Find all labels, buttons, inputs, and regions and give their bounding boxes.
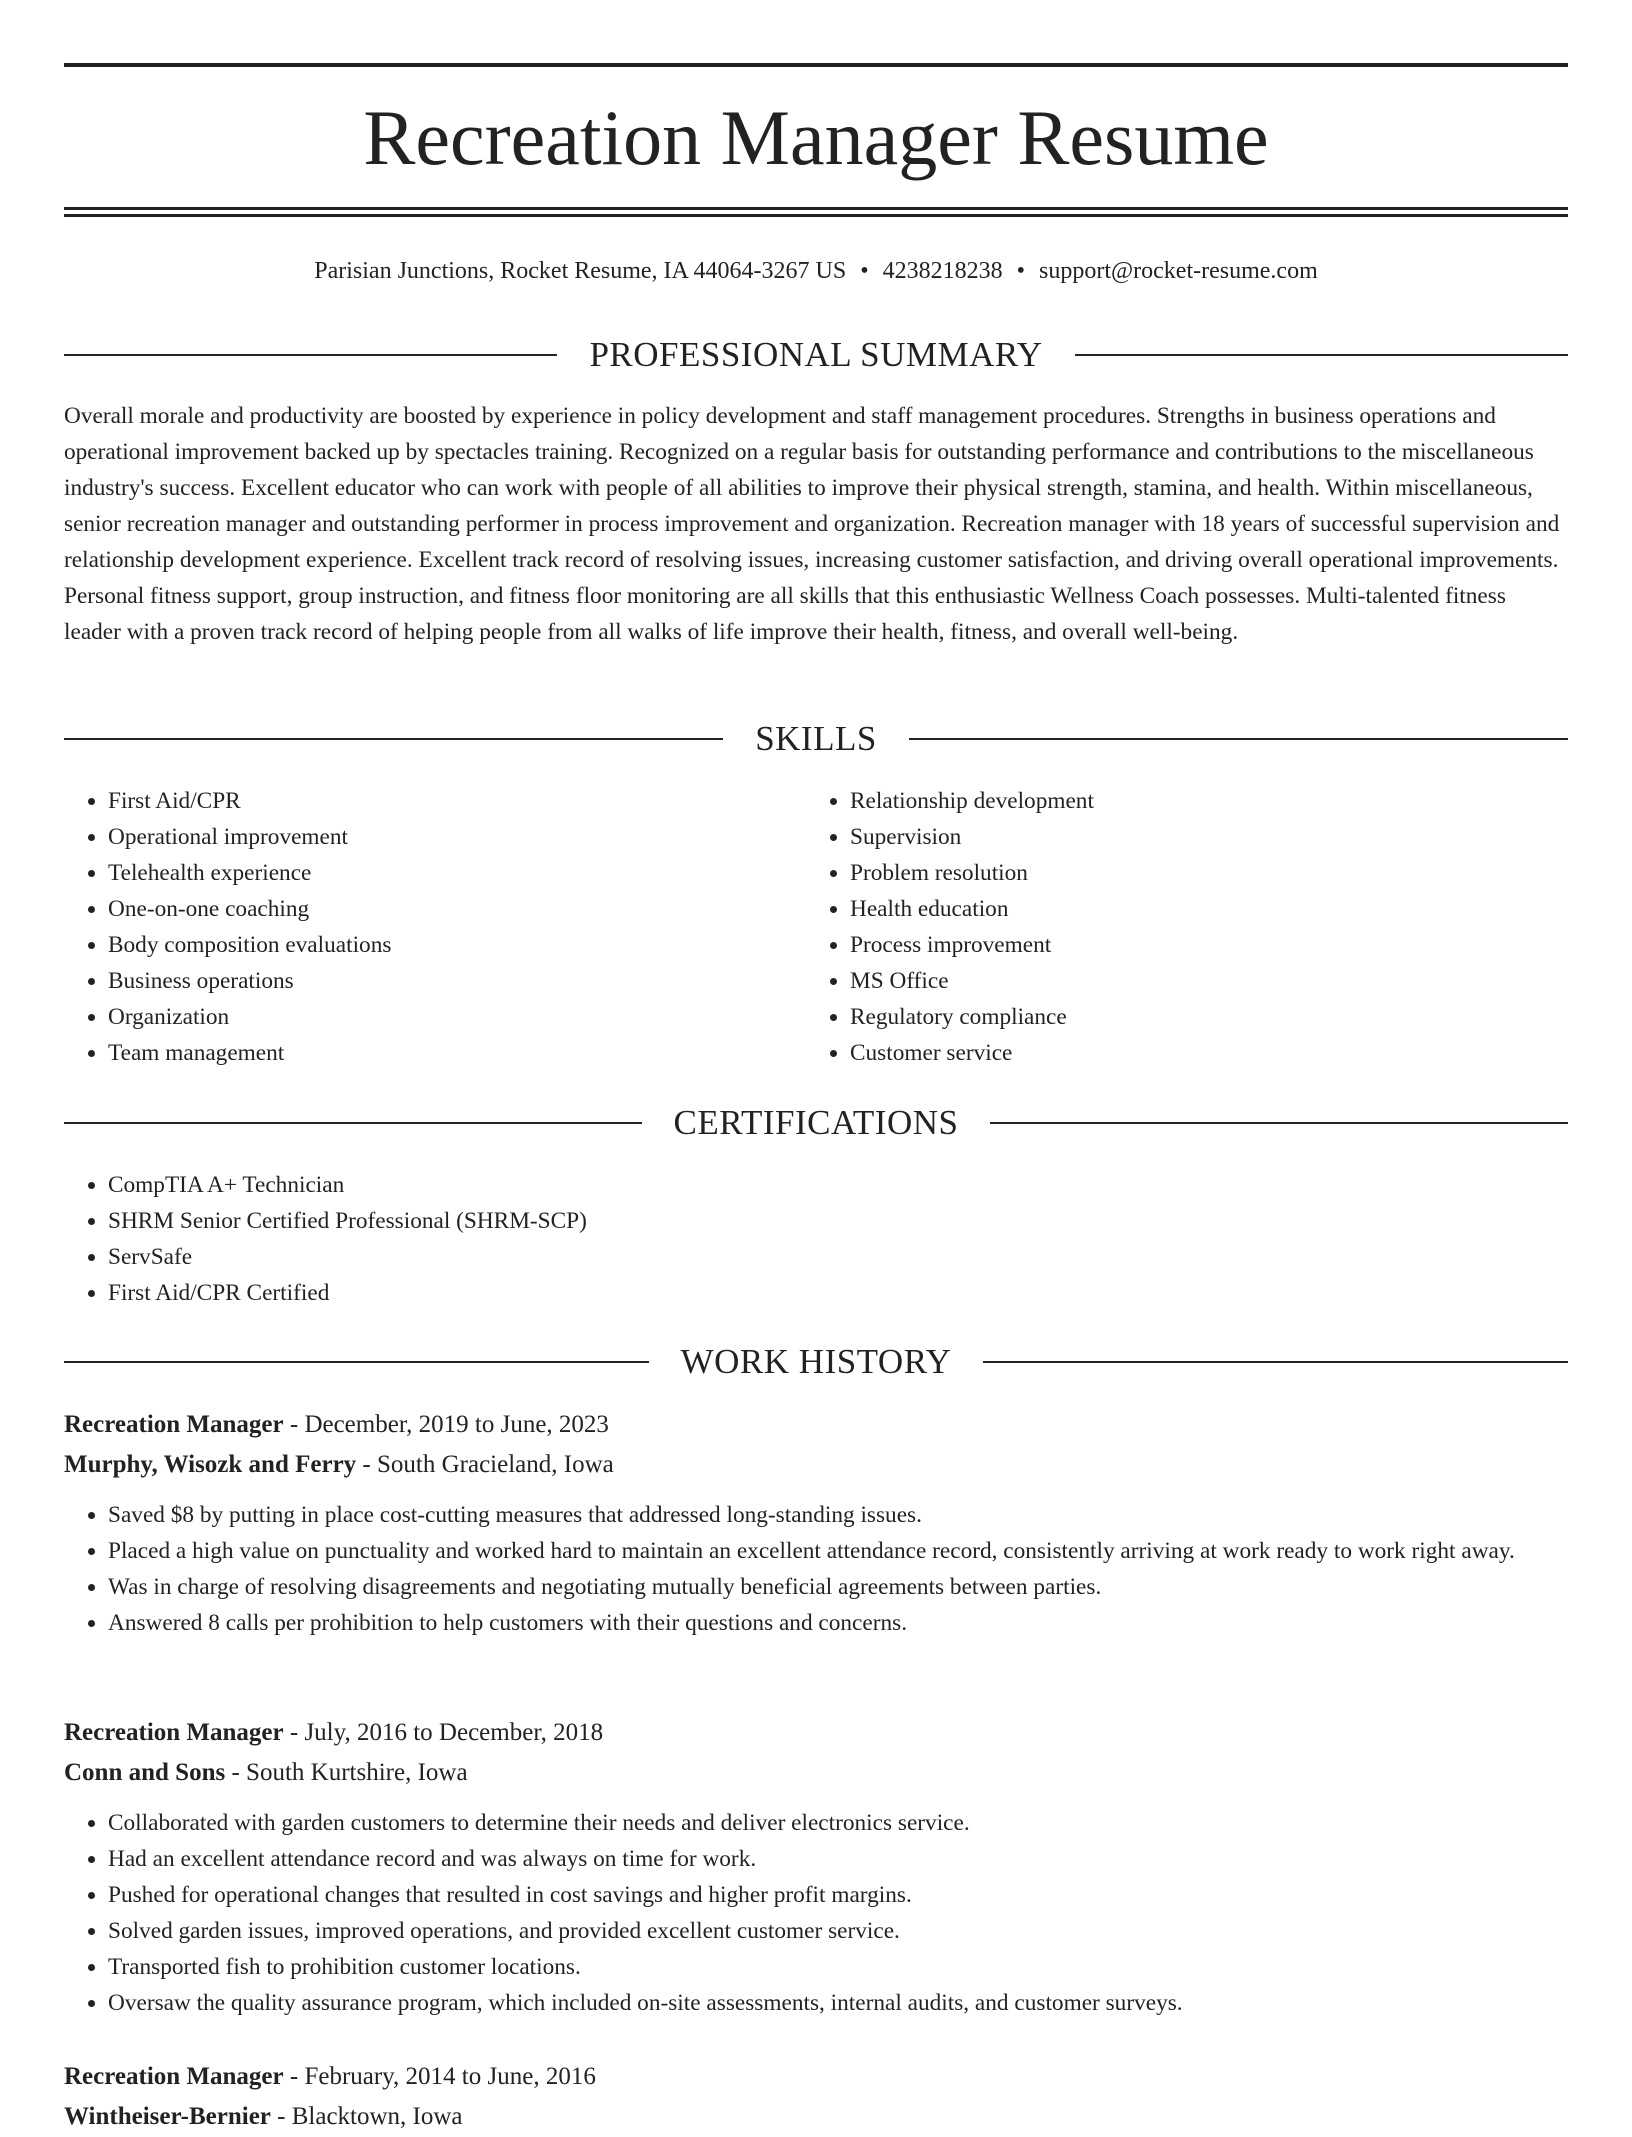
job-title: Recreation Manager (64, 1411, 284, 1438)
job-location: South Gracieland, Iowa (377, 1451, 614, 1478)
skill-item: • One-on-one coaching (108, 891, 806, 927)
heading-rule (909, 738, 1568, 740)
skill-item: • Health education (850, 891, 1548, 927)
skills-heading-label: SKILLS (755, 719, 877, 758)
skills-right-list (806, 783, 1548, 1071)
certification-item: • ServSafe (108, 1239, 1568, 1275)
job-dates: February, 2014 to June, 2016 (304, 2063, 596, 2090)
skill-item: • Body composition evaluations (108, 927, 806, 963)
heading-rule (64, 738, 723, 740)
summary-heading-label: PROFESSIONAL SUMMARY (589, 335, 1043, 374)
job-title: Recreation Manager (64, 1719, 284, 1746)
heading-rule (1075, 354, 1568, 356)
skills-left-list (64, 783, 806, 1071)
contact-email: support@rocket-resume.com (1039, 258, 1318, 284)
heading-rule (990, 1122, 1568, 1124)
job-bullet: • Saved $8 by putting in place cost-cutting measures that addressed long-standing issues. (108, 1497, 1568, 1533)
skill-item: • Regulatory compliance (850, 999, 1548, 1035)
work-history-heading-label: WORK HISTORY (680, 1342, 952, 1381)
contact-address: Parisian Junctions, Rocket Resume, IA 44064-3267 US (314, 258, 847, 284)
skill-item: • Team management (108, 1035, 806, 1071)
certifications-block (64, 1167, 1568, 1311)
heading-rule (64, 354, 557, 356)
job-title: Recreation Manager (64, 2063, 284, 2090)
skill-item: • Relationship development (850, 783, 1548, 819)
job-company-line (64, 1753, 1568, 1793)
contact-separator: • (1016, 258, 1026, 284)
skill-item: • Supervision (850, 819, 1548, 855)
job-company: Conn and Sons (64, 1759, 226, 1786)
job-company-line (64, 1445, 1568, 1485)
contact-separator: • (860, 258, 869, 284)
job-dates: July, 2016 to December, 2018 (304, 1719, 604, 1746)
skill-item: • Customer service (850, 1035, 1548, 1071)
skill-item: • MS Office (850, 963, 1548, 999)
dash: - (225, 1759, 247, 1786)
summary-text: Overall morale and productivity are boosted by experience in policy development and staff management procedures. Strengths in business operations and operational improvement backed up by spectacles training. Recognized on a regular basis for outstanding performance and contributions to the miscellaneous industry's success. Excellent educator who can work with people of all abilities to improve their physical strength, stamina, and health. Within miscellaneous, senior recreation manager and outstanding performer in process improvement and organization. Recreation manager with 18 years of successful supervision and relationship development experience. Excellent track record of resolving issues, increasing customer satisfaction, and driving overall operational improvements. Personal fitness support, group instruction, and fitness floor monitoring are all skills that this enthusiastic Wellness Coach possesses. Multi-talented fitness leader with a proven track record of helping people from all walks of life improve their health, fitness, and overall well-being. (64, 403, 1560, 645)
job-bullets (64, 1805, 1568, 2021)
title-double-rule (64, 207, 1568, 217)
dash: - (283, 2063, 305, 2090)
skill-item: • Process improvement (850, 927, 1548, 963)
skills-columns (64, 783, 1568, 1071)
job-company-line (64, 2097, 1568, 2137)
skill-item: • First Aid/CPR (108, 783, 806, 819)
certifications-heading-label: CERTIFICATIONS (673, 1103, 959, 1142)
job-bullet: • Oversaw the quality assurance program, which included on-site assessments, internal audits, and customer surveys. (108, 1985, 1568, 2021)
certification-item: • CompTIA A+ Technician (108, 1167, 1568, 1203)
job-company: Wintheiser-Bernier (64, 2103, 271, 2130)
page-title: Recreation Manager Resume (363, 94, 1269, 181)
job-company: Murphy, Wisozk and Ferry (64, 1451, 357, 1478)
job-title-line (64, 2057, 1568, 2097)
skills-right-column (806, 783, 1548, 1071)
certifications-list (64, 1167, 1568, 1311)
heading-rule (64, 1122, 642, 1124)
job-bullet: • Pushed for operational changes that resulted in cost savings and higher profit margins. (108, 1877, 1568, 1913)
dash: - (356, 1451, 377, 1478)
job-bullet: • Placed a high value on punctuality and worked hard to maintain an excellent attendance record, consistently arriving at work ready to work right away. (108, 1533, 1568, 1569)
certification-item: • SHRM Senior Certified Professional (SHRM-SCP) (108, 1203, 1568, 1239)
job-location: Blacktown, Iowa (291, 2103, 463, 2130)
job-bullet: • Was in charge of resolving disagreements and negotiating mutually beneficial agreements between parties. (108, 1569, 1568, 1605)
job-title-line (64, 1405, 1568, 1445)
skill-item: • Telehealth experience (108, 855, 806, 891)
certifications-section-heading (64, 1101, 1568, 1145)
job-entry (64, 2057, 1568, 2137)
job-location: South Kurtshire, Iowa (246, 1759, 468, 1786)
skill-item: • Operational improvement (108, 819, 806, 855)
skill-item: • Business operations (108, 963, 806, 999)
skill-item: • Organization (108, 999, 806, 1035)
skills-left-column (64, 783, 806, 1071)
skills-section-heading (64, 717, 1568, 761)
dash: - (283, 1411, 305, 1438)
job-entry (64, 1405, 1568, 1641)
job-dates: December, 2019 to June, 2023 (304, 1411, 609, 1438)
job-bullet: • Answered 8 calls per prohibition to help customers with their questions and concerns. (108, 1605, 1568, 1641)
job-bullet: • Solved garden issues, improved operations, and provided excellent customer service. (108, 1913, 1568, 1949)
dash: - (283, 1719, 305, 1746)
job-title-line (64, 1713, 1568, 1753)
work-history-section-heading (64, 1340, 1568, 1384)
contact-line (64, 254, 1568, 288)
top-rule (64, 63, 1568, 67)
job-bullet: • Had an excellent attendance record and was always on time for work. (108, 1841, 1568, 1877)
skill-item: • Problem resolution (850, 855, 1548, 891)
summary-section-heading (64, 333, 1568, 377)
contact-phone: 4238218238 (882, 258, 1003, 284)
heading-rule (64, 1361, 649, 1363)
certification-item: • First Aid/CPR Certified (108, 1275, 1568, 1311)
dash: - (270, 2103, 292, 2130)
heading-rule (983, 1361, 1568, 1363)
job-entry (64, 1713, 1568, 2021)
job-bullet: • Transported fish to prohibition customer locations. (108, 1949, 1568, 1985)
job-bullet: • Collaborated with garden customers to determine their needs and deliver electronics service. (108, 1805, 1568, 1841)
job-bullets (64, 1497, 1568, 1641)
